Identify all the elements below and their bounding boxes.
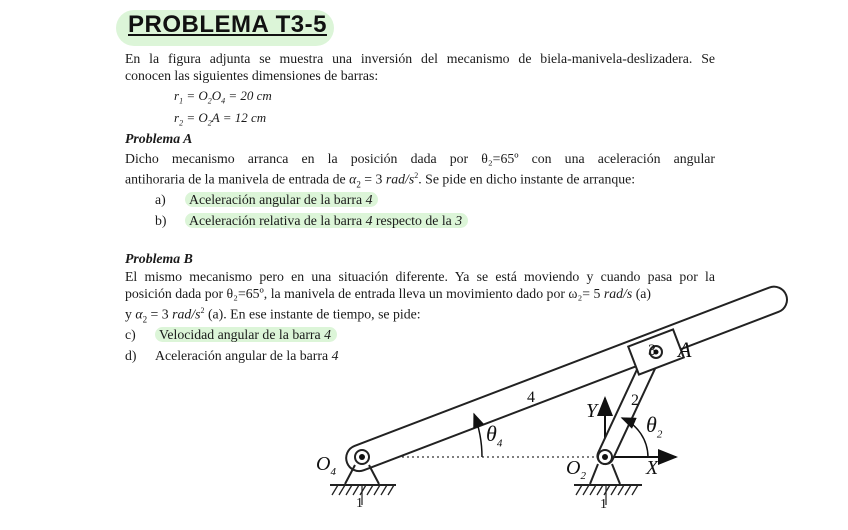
joint-o2-center <box>602 454 608 460</box>
problem-a-item-b: b) Aceleración relativa de la barra 4 respecto de la 3 <box>155 212 468 229</box>
label-bar-4: 4 <box>527 389 535 406</box>
label-y-axis: Y <box>586 400 598 422</box>
problem-b-heading: Problema B <box>125 251 193 266</box>
intro-line-1: En la figura adjunta se muestra una inversión del mecanismo de biela-manivela-deslizadera. Se <box>125 51 715 66</box>
label-theta-2: $\theta_2$ <box>646 412 663 441</box>
problem-a-line-2: antihoraria de la manivela de entrada de $\alpha_2 = 3$ rad/$s^2$. Se pide en dicho instante de arranque: <box>125 171 636 190</box>
equation-r1: $r_1 = O_2O_4 = 20$ cm <box>174 88 272 106</box>
label-o4: $O_4$ <box>316 453 336 478</box>
problem-a-heading: Problema A <box>125 131 193 146</box>
joint-o4-center <box>359 454 365 460</box>
problem-b-line-2: posición dada por θ₂=65º, la manivela de entrada lleva un movimiento dado por ω₂= 5 rad/s (a) <box>125 286 652 301</box>
bar-4 <box>342 283 790 475</box>
label-o2: $O_2$ <box>566 457 586 482</box>
label-bar-3: 3 <box>648 342 656 359</box>
label-ground-left: 1 <box>356 496 363 511</box>
problem-b-line-1: El mismo mecanismo pero en una situación diferente. Ya se está moviendo y cuando pasa por la <box>125 269 715 284</box>
problem-b-item-d: d) Aceleración angular de la barra 4 <box>125 348 339 363</box>
problem-b-line-3: y $\alpha_2 = 3$ rad/$s^2$ (a). En ese instante de tiempo, se pide: <box>125 306 421 325</box>
label-a: A <box>678 337 692 362</box>
label-bar-2: 2 <box>631 392 639 409</box>
label-x-axis: X <box>646 457 659 479</box>
equation-r2: $r_2 = O_2A = 12$ cm <box>174 110 267 128</box>
intro-line-2: conocen las siguientes dimensiones de barras: <box>125 68 379 83</box>
problem-a-line-1: Dicho mecanismo arranca en la posición dada por θ₂=65º con una aceleración angular <box>125 151 715 166</box>
problem-a-item-a: a) Aceleración angular de la barra 4 <box>155 191 378 208</box>
label-ground-right: 1 <box>600 497 607 512</box>
label-theta-4: $\theta_4$ <box>486 421 503 450</box>
problem-b-item-c: c) Velocidad angular de la barra 4 <box>125 326 337 343</box>
page-title: PROBLEMA T3-5 <box>128 11 327 38</box>
